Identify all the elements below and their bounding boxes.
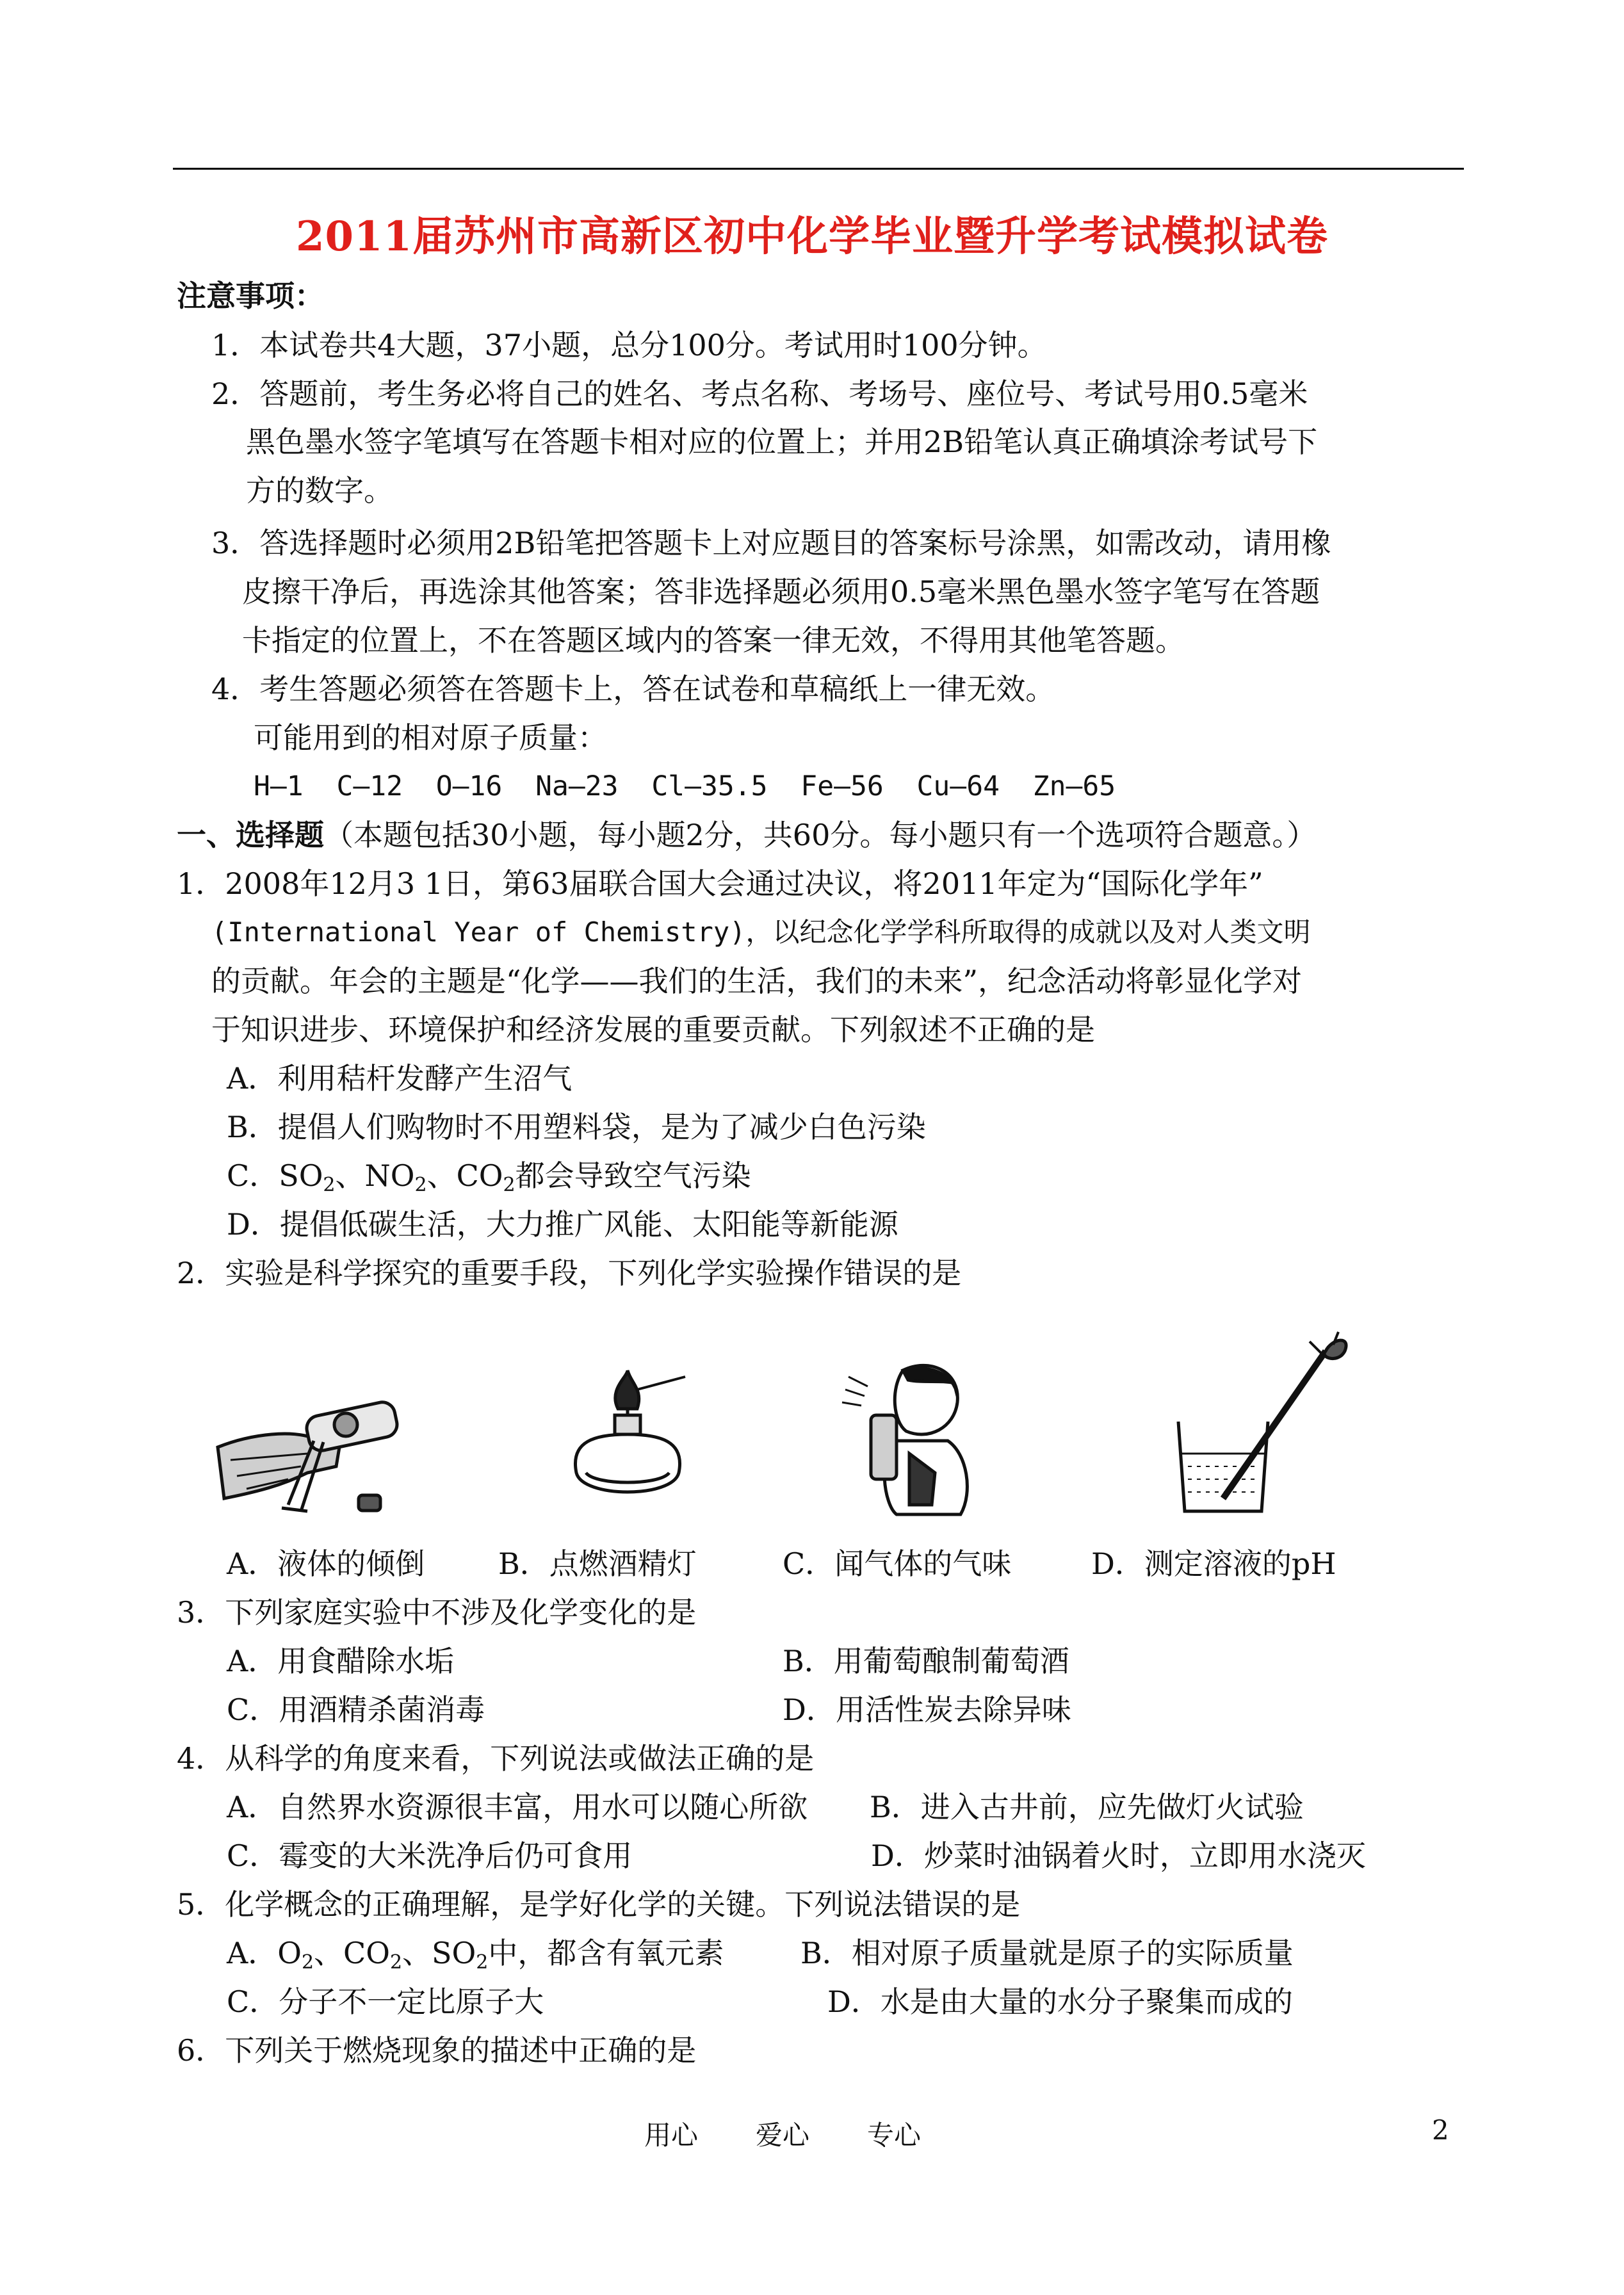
q1-c-text-3: 、CO <box>426 1158 503 1193</box>
q5-a-text-2: 、CO <box>314 1936 390 1970</box>
q1-c-text-4: 都会导致空气污染 <box>515 1158 751 1193</box>
q5-option-d: D．水是由大量的水分子聚集而成的 <box>827 1984 1293 2019</box>
page-number: 2 <box>1432 2114 1449 2146</box>
note-3-line-2: 皮擦干净后，再选涂其他答案；答非选择题必须用0.5毫米黑色墨水签字笔写在答题 <box>242 574 1320 609</box>
q5-stem: 5．化学概念的正确理解，是学好化学的关键。下列说法错误的是 <box>177 1887 1021 1922</box>
q1-c-sub-1: 2 <box>323 1174 336 1196</box>
note-3-line-1: 3．答选择题时必须用2B铅笔把答题卡上对应题目的答案标号涂黑，如需改动，请用橡 <box>211 526 1331 560</box>
q1-c-text-1: C．SO <box>227 1158 323 1193</box>
q1-c-sub-3: 2 <box>503 1174 516 1196</box>
q5-a-text-1: A．O <box>227 1936 302 1970</box>
figure-alcohol-lamp <box>557 1364 698 1511</box>
note-2-line-3: 方的数字。 <box>246 473 393 508</box>
q1-option-a: A．利用秸杆发酵产生沼气 <box>227 1061 572 1096</box>
q1-c-sub-2: 2 <box>414 1174 427 1196</box>
q4-option-c: C．霉变的大米洗净后仍可食用 <box>227 1838 633 1873</box>
figure-smelling-gas <box>832 1345 980 1518</box>
q1-option-d: D．提倡低碳生活，大力推广风能、太阳能等新能源 <box>227 1207 898 1242</box>
section-1-heading <box>177 816 1316 854</box>
q2-option-d: D．测定溶液的pH <box>1091 1546 1336 1581</box>
footer-motto-1: 用心 <box>644 2120 699 2151</box>
header-rule <box>173 168 1464 170</box>
figure-pouring-liquid <box>211 1370 416 1518</box>
atomic-masses: H—1 C—12 O—16 Na—23 Cl—35.5 Fe—56 Cu—64 Zn—65 <box>254 770 1116 802</box>
q4-stem: 4．从科学的角度来看，下列说法或做法正确的是 <box>177 1741 815 1776</box>
q2-option-c: C．闻气体的气味 <box>783 1546 1012 1581</box>
note-2-line-2: 黑色墨水签字笔填写在答题卡相对应的位置上；并用2B铅笔认真正确填涂考试号下 <box>246 425 1318 459</box>
q1-c-text-2: 、NO <box>335 1158 415 1193</box>
q2-stem: 2．实验是科学探究的重要手段，下列化学实验操作错误的是 <box>177 1256 962 1290</box>
q5-a-sub-1: 2 <box>301 1951 314 1974</box>
q3-option-b: B．用葡萄酿制葡萄酒 <box>783 1644 1069 1678</box>
note-3-line-3: 卡指定的位置上，不在答题区域内的答案一律无效，不得用其他笔答题。 <box>242 623 1185 658</box>
q5-a-sub-2: 2 <box>389 1951 403 1974</box>
q1-line-3: 的贡献。年会的主题是“化学——我们的生活，我们的未来”，纪念活动将彰显化学对 <box>211 964 1303 998</box>
note-1: 1．本试卷共4大题，37小题，总分100分。考试用时100分钟。 <box>211 328 1047 362</box>
footer-motto-2: 爱心 <box>756 2120 810 2151</box>
q3-option-d: D．用活性炭去除异味 <box>783 1692 1071 1727</box>
q3-stem: 3．下列家庭实验中不涉及化学变化的是 <box>177 1595 697 1630</box>
q2-option-a: A．液体的倾倒 <box>227 1546 425 1581</box>
q5-a-sub-3: 2 <box>476 1951 489 1974</box>
section-1-title: 一、选择题 <box>177 818 324 852</box>
q5-a-text-4: 中，都含有氧元素 <box>488 1936 724 1970</box>
exam-title: 2011届苏州市高新区初中化学毕业暨升学考试模拟试卷 <box>295 213 1329 261</box>
q2-option-b: B．点燃酒精灯 <box>498 1546 697 1581</box>
footer-motto-3: 专心 <box>867 2120 922 2151</box>
q4-option-d: D．炒菜时油锅着火时，立即用水浇灭 <box>871 1838 1366 1873</box>
q4-option-a: A．自然界水资源很丰富，用水可以随心所欲 <box>227 1790 808 1824</box>
q1-option-c <box>227 1156 751 1195</box>
q5-a-text-3: 、SO <box>402 1936 476 1970</box>
figure-measure-ph <box>1165 1326 1358 1518</box>
q3-option-a: A．用食醋除水垢 <box>227 1644 455 1678</box>
q5-option-c: C．分子不一定比原子大 <box>227 1984 544 2019</box>
notes-heading: 注意事项： <box>177 279 324 313</box>
q5-option-b: B．相对原子质量就是原子的实际质量 <box>800 1936 1294 1970</box>
q1-line-1: 1．2008年12月3 1日，第63届联合国大会通过决议，将2011年定为“国际化学年” <box>177 866 1263 901</box>
q1-option-b: B．提倡人们购物时不用塑料袋，是为了减少白色污染 <box>227 1110 926 1144</box>
q1-line-4: 于知识进步、环境保护和经济发展的重要贡献。下列叙述不正确的是 <box>211 1012 1095 1047</box>
q3-option-c: C．用酒精杀菌消毒 <box>227 1692 485 1727</box>
q4-option-b: B．进入古井前，应先做灯火试验 <box>870 1790 1304 1824</box>
note-4: 4．考生答题必须答在答题卡上，答在试卷和草稿纸上一律无效。 <box>211 672 1055 706</box>
q6-stem: 6．下列关于燃烧现象的描述中正确的是 <box>177 2033 697 2068</box>
atomic-mass-label: 可能用到的相对原子质量： <box>254 720 607 755</box>
note-2-line-1: 2．答题前，考生务必将自己的姓名、考点名称、考场号、座位号、考试号用0.5毫米 <box>211 377 1308 411</box>
q1-line-2: (International Year of Chemistry)，以纪念化学学科所取得的成就以及对人类文明 <box>211 916 1311 948</box>
section-1-desc: （本题包括30小题，每小题2分，共60分。每小题只有一个选项符合题意。） <box>324 818 1317 852</box>
q5-option-a <box>227 1934 724 1972</box>
